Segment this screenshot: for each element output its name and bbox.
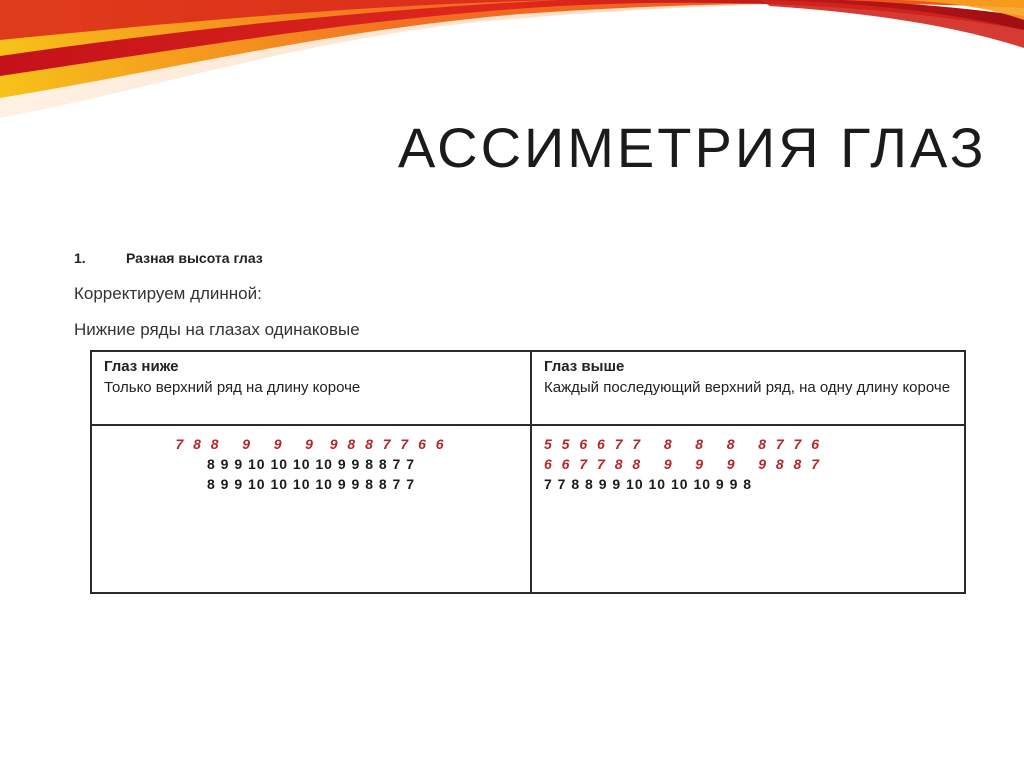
paragraph-lower-rows: Нижние ряды на глазах одинаковые (74, 320, 360, 339)
list-item-text: Разная высота глаз (126, 250, 263, 266)
comparison-table (90, 350, 966, 594)
header-title: Глаз ниже (104, 358, 179, 375)
lash-sequence-row: 7 8 8 9 9 9 9 8 8 7 7 6 6 (175, 436, 447, 452)
lash-sequence-row: 8 9 9 10 10 10 10 9 9 8 8 7 7 (206, 476, 416, 492)
body-cell-higher-eye (531, 425, 965, 593)
header-cell-higher-eye (531, 351, 965, 425)
body-cell-lower-eye (91, 425, 531, 593)
header-title: Глаз выше (544, 358, 625, 375)
header-subtitle: Только верхний ряд на длину короче (104, 379, 361, 396)
lash-sequence-row: 8 9 9 10 10 10 10 9 9 8 8 7 7 (206, 456, 416, 472)
slide-title: АССИМЕТРИЯ ГЛАЗ (398, 116, 987, 179)
list-number: 1. (74, 250, 86, 266)
table-header-row (91, 351, 965, 425)
lash-sequence-row: 7 7 8 8 9 9 10 10 10 10 9 9 8 (544, 476, 753, 492)
header-cell-lower-eye (91, 351, 531, 425)
decorative-swoosh (0, 0, 1024, 130)
lash-sequence-row: 5 5 6 6 7 7 8 8 8 8 7 7 6 (544, 436, 823, 452)
header-subtitle: Каждый последующий верхний ряд, на одну длину короче (544, 379, 951, 396)
paragraph-correction: Корректируем длинной: (74, 284, 262, 303)
numbered-list-item (74, 250, 263, 266)
table-body-row (91, 425, 965, 593)
lash-sequence-row: 6 6 7 7 8 8 9 9 9 9 8 8 7 (544, 456, 823, 472)
